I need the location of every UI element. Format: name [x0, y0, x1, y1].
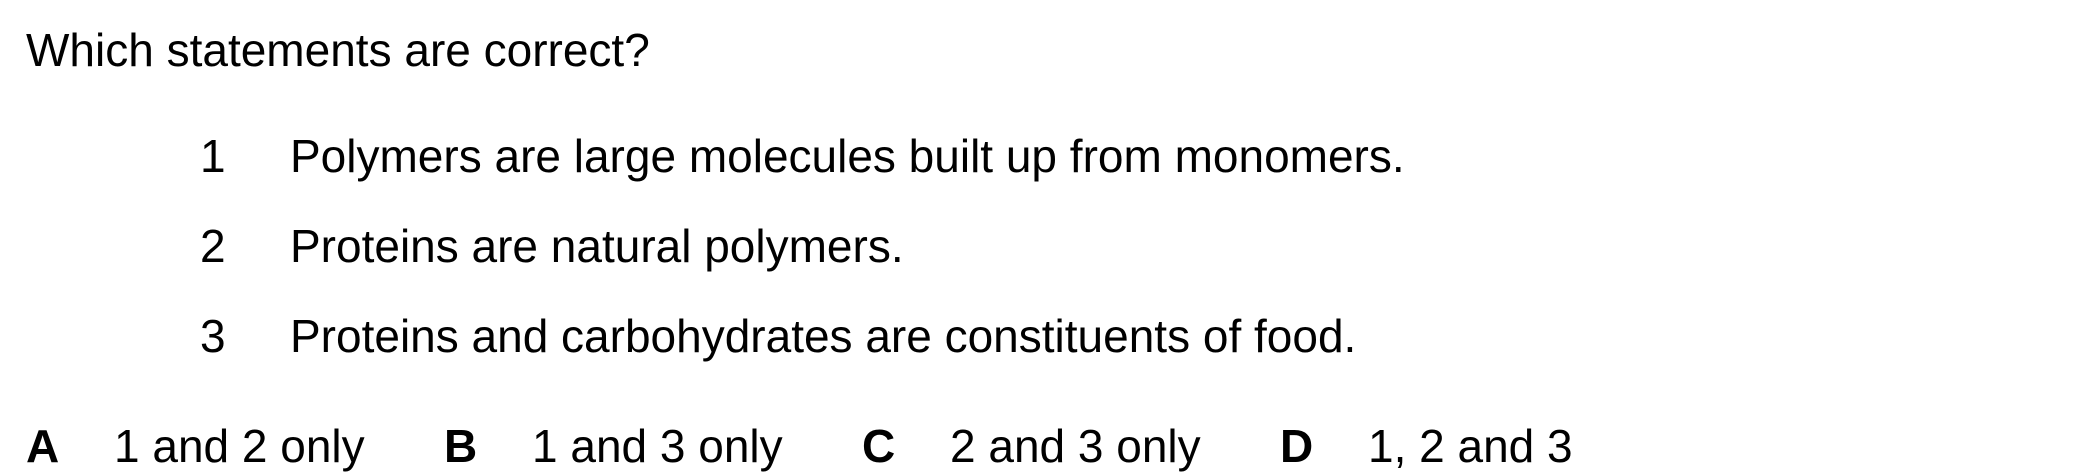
answer-options: [26, 418, 1726, 474]
option-letter: C: [862, 420, 896, 472]
statement-number: 2: [200, 220, 226, 272]
statement-text: Polymers are large molecules built up from monomers.: [290, 130, 1405, 182]
statement-number: 3: [200, 310, 226, 362]
statement-text: Proteins and carbohydrates are constituents of food.: [290, 310, 1357, 362]
option-text: 1, 2 and 3: [1368, 420, 1573, 472]
option-text: 1 and 2 only: [114, 420, 365, 472]
option-text: 2 and 3 only: [950, 420, 1201, 472]
statement-text: Proteins are natural polymers.: [290, 220, 904, 272]
option-letter: D: [1280, 420, 1314, 472]
option-letter: A: [26, 420, 60, 472]
option-letter: B: [444, 420, 478, 472]
option-text: 1 and 3 only: [532, 420, 783, 472]
statement-number: 1: [200, 130, 226, 182]
question-text: Which statements are correct?: [26, 24, 650, 76]
